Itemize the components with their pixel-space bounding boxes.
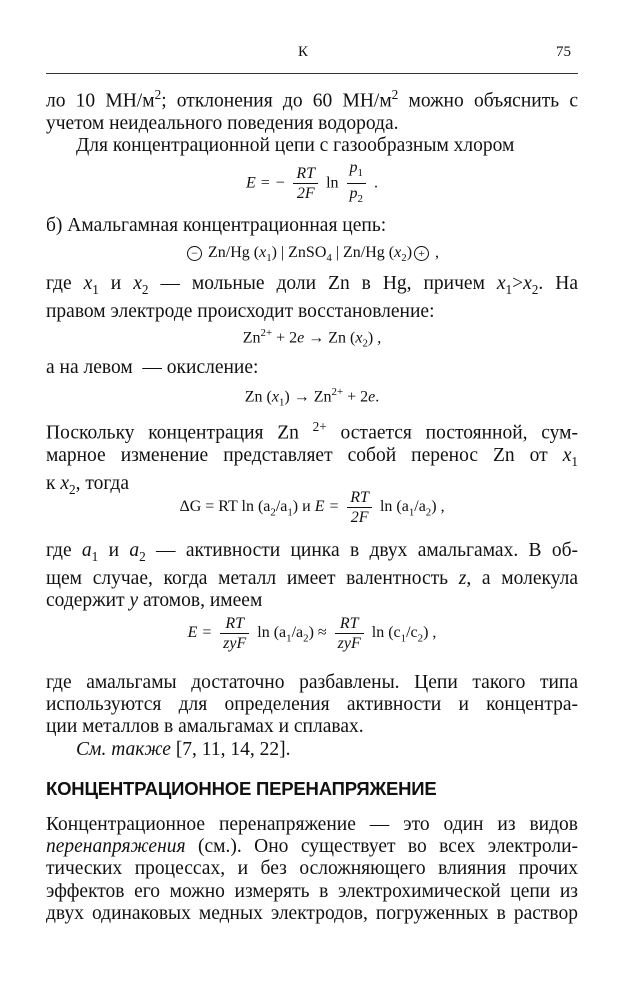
paragraph-6: где $a_1$ и $a_2$ — активности цинка в двух амальгамах. В об- щем случае, когда металл имеет валентность z, а молекула содержит y атомов, имеем <box>46 540 578 612</box>
paragraph-7: где амальгамы достаточно разбавлены. Цепи такого типа используются для определения активности и концентра- ции металлов в амальгамах и сплавах. См. также [7, 11, 14, 22]. <box>46 672 578 760</box>
paragraph-4: а на левом — окисление: <box>46 357 259 378</box>
paragraph-1: ло 10 $МН/м^2$; отклонения до 60 $МН/м^2$ можно объяснить с учетом неидеального поведения водорода. Для концентрационной цепи с газообразным хлором <box>46 87 578 156</box>
equation-reduction: $Zn^{2+} + 2e \to Zn$ $(x_2)$ , <box>242 327 382 350</box>
plus-circle-icon: + <box>414 246 429 261</box>
paragraph-5: Поскольку концентрация Zn $^{2+}$ остается постоянной, сум- марное изменение представляет собой перенос Zn от $x_1$ к $x_2$, тогда <box>46 419 578 497</box>
page-number: 75 <box>556 44 571 60</box>
equation-valence: E = $\frac{RT}{\text{zyF}}$ $\ln (a_1/a_2)$ ≈ $\frac{RT}{\text{zyF}}$ $\ln (c_1/c_2)$ , <box>187 615 437 652</box>
equation-oxidation: Zn $(x_1) \to Zn^{2+} + 2e$. <box>244 386 380 409</box>
minus-circle-icon: − <box>187 246 202 261</box>
equation-amalgam-cell: − Zn/Hg $(x_1)$ | ZnSO$_4$ | Zn/Hg $(x_2)$ + , <box>46 244 578 264</box>
paragraph-3: где $x_1$ и $x_2$ — мольные доли Zn в Hg, причем $x_1>x_2$. На правом электроде происходит восстановление: <box>46 273 578 323</box>
paragraph-8: Концентрационное перенапряжение — это один из видов перенапряжения (см.). Оно существует во всех электроли- тических процессах, и без осложняющего влияния прочих эффектов его можно измерять в электрохимической цепи из двух одинаковых медных электродов, погруженных в раствор <box>46 814 578 924</box>
header-rule <box>46 73 578 74</box>
running-header: К <box>298 44 309 60</box>
equation-chlorine: E = − $\frac{RT}{2F}$ ln $\frac{p_1}{p_2}$ . <box>246 159 378 206</box>
see-also: См. также [7, 11, 14, 22]. <box>76 738 291 760</box>
equation-gibbs: ΔG = RT $\ln (a_2/a_1)$ и E = $\frac{RT}{2F}$ $\ln (a_1/a_2)$ , <box>179 489 445 526</box>
paragraph-2: б) Амальгамная концентрационная цепь: <box>46 215 387 236</box>
section-heading: КОНЦЕНТРАЦИОННОЕ ПЕРЕНАПРЯЖЕНИЕ <box>46 778 437 799</box>
